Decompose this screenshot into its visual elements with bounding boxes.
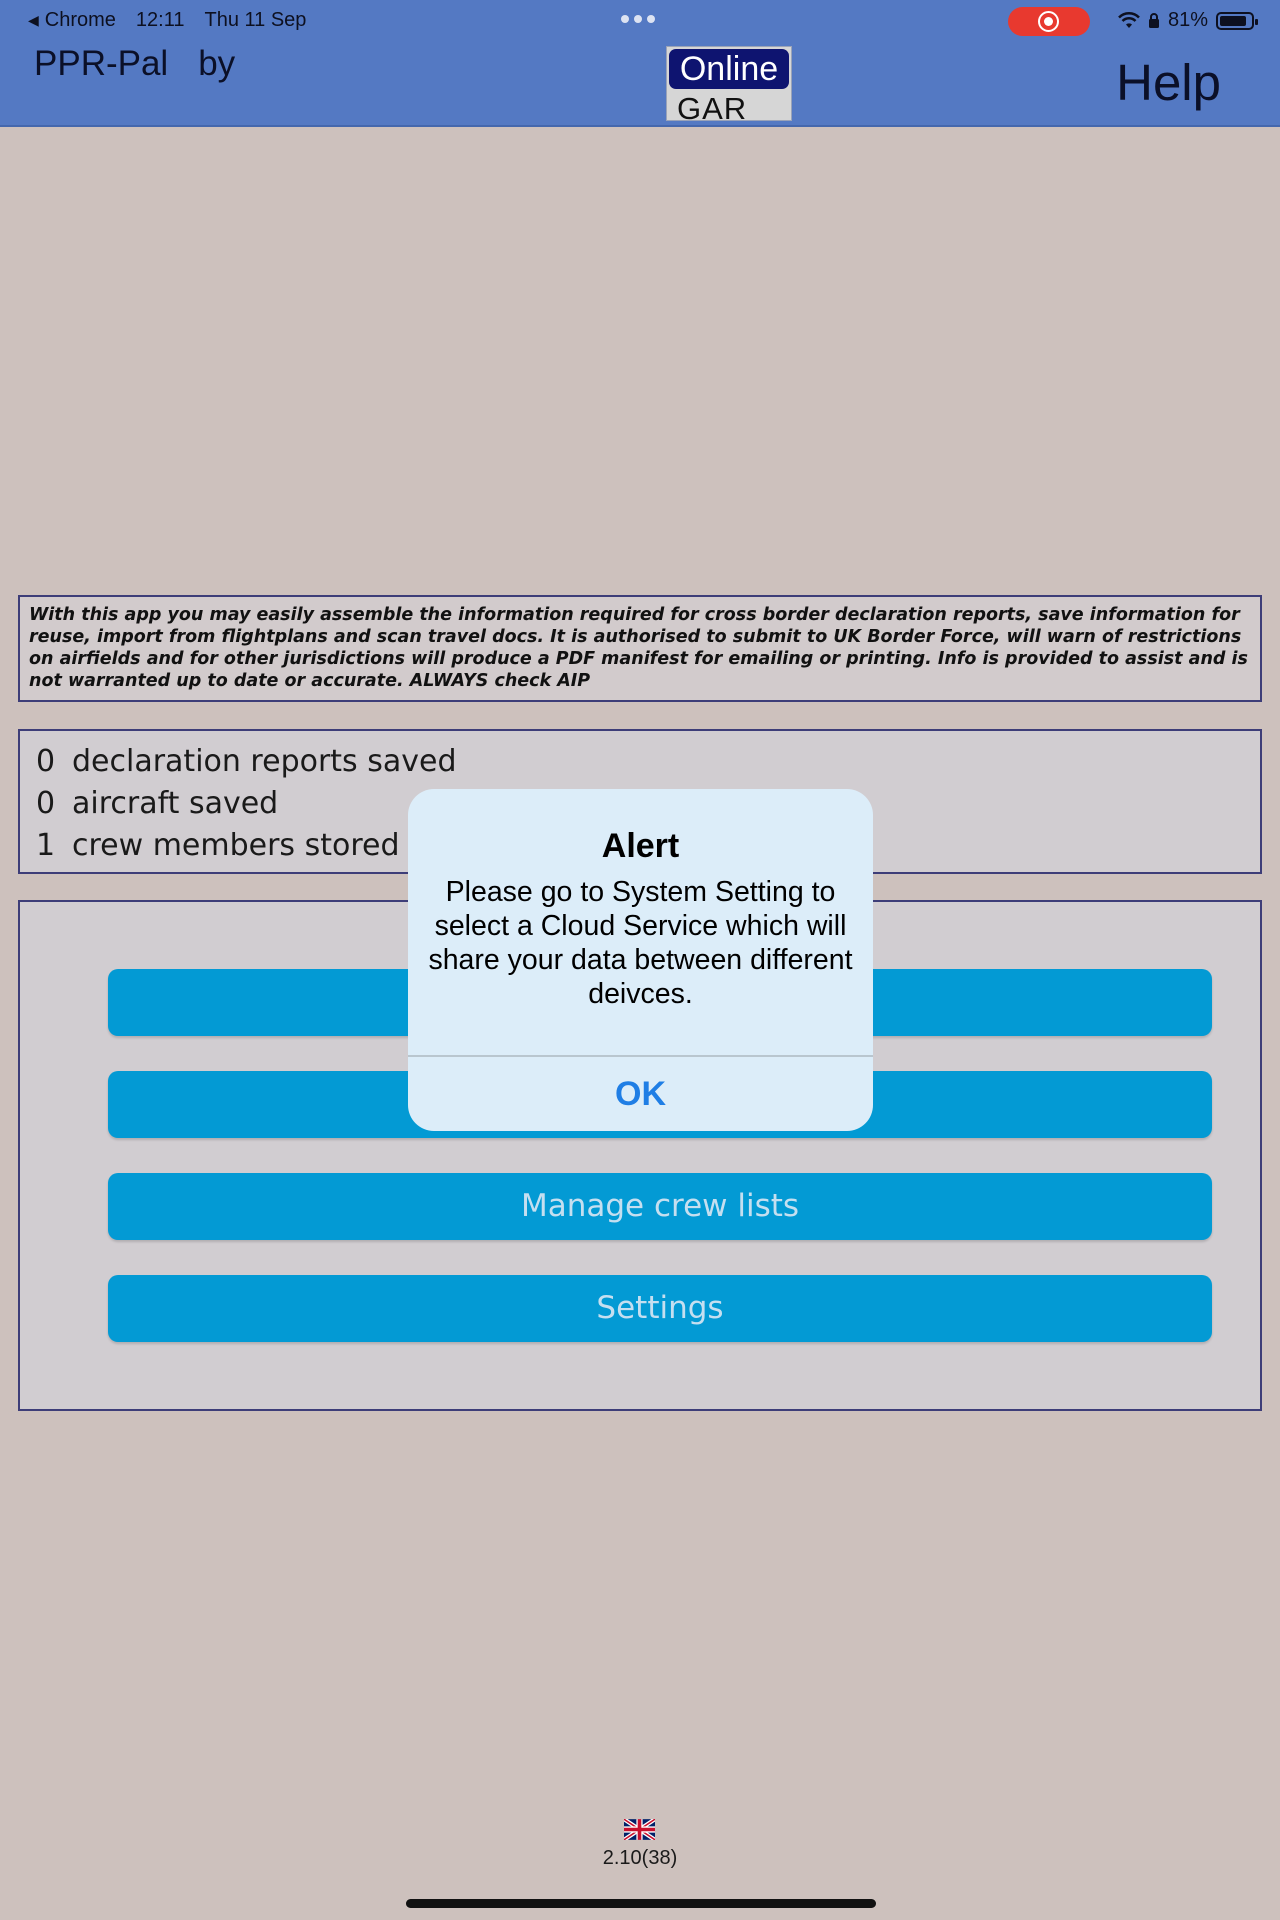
app-description-text: With this app you may easily assemble the information required for cross border declaration reports, save information for reuse, import from flightplans and scan travel docs. It is authorised to submit to UK Border Force, will warn of restrictions on airfields and for other jurisdictions will produce a PDF manifest for emailing or printing. Info is provided to assist and is not warranted up to date or accurate. ALWAYS check AIP xyxy=(29,605,1248,691)
battery-icon xyxy=(1216,12,1254,30)
status-bar-left xyxy=(28,9,306,32)
app-name: PPR-Pal xyxy=(34,44,169,83)
alert-dialog xyxy=(408,789,873,1131)
stat-declaration-reports xyxy=(36,744,457,779)
logo-gar-text: GAR xyxy=(677,91,748,121)
alert-message: Please go to System Setting to select a Cloud Service which will share your data between different deivces. xyxy=(428,876,853,1010)
lock-rotation-icon xyxy=(1148,13,1160,29)
multitasking-dots-icon[interactable] xyxy=(621,15,655,23)
back-app-label[interactable]: Chrome xyxy=(44,9,116,31)
battery-percentage: 81% xyxy=(1167,9,1208,31)
back-arrow-icon[interactable]: ◀ xyxy=(28,12,39,28)
alert-ok-button[interactable]: OK xyxy=(615,1075,666,1113)
stat-count: 1 xyxy=(36,828,56,863)
alert-title: Alert xyxy=(601,827,680,865)
app-title xyxy=(34,44,235,84)
stat-label: crew members stored xyxy=(72,828,400,863)
settings-button[interactable]: Settings xyxy=(108,1275,1212,1342)
app-description-box xyxy=(18,595,1262,702)
stat-count: 0 xyxy=(36,786,56,821)
uk-flag-icon[interactable] xyxy=(624,1819,655,1840)
status-time: 12:11 xyxy=(135,9,185,31)
online-gar-logo[interactable] xyxy=(666,46,792,121)
wifi-icon xyxy=(1118,12,1140,30)
status-date: Thu 11 Sep xyxy=(204,9,307,31)
screen-recording-indicator[interactable] xyxy=(1008,7,1090,36)
stat-label: declaration reports saved xyxy=(72,744,457,779)
stat-aircraft xyxy=(36,786,278,821)
manage-crew-lists-button[interactable]: Manage crew lists xyxy=(108,1173,1212,1240)
logo-online-text: Online xyxy=(669,49,789,89)
stat-crew-members xyxy=(36,828,400,863)
stat-label: aircraft saved xyxy=(72,786,279,821)
by-label: by xyxy=(198,44,236,83)
stat-count: 0 xyxy=(36,744,56,779)
version-label: 2.10(38) xyxy=(602,1847,678,1869)
status-bar-right xyxy=(1118,9,1254,32)
app-header xyxy=(0,0,1280,127)
help-button[interactable]: Help xyxy=(1116,54,1221,111)
home-indicator[interactable] xyxy=(406,1899,876,1908)
